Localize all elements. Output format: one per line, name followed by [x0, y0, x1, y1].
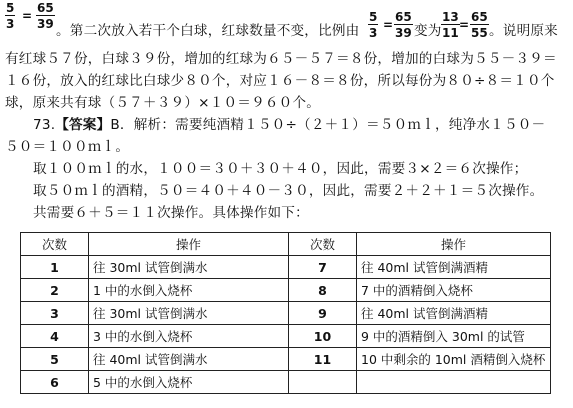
table-row — [21, 302, 551, 325]
answer-text: B．解析：需要纯酒精１５０÷（２＋１）＝５０ｍｌ，纯净水１５０－ — [110, 117, 546, 133]
table-row — [21, 256, 551, 279]
step-operation: 往 40ml 试管倒满酒精 — [357, 256, 551, 279]
fraction-denominator: 3 — [6, 17, 15, 31]
step-operation: 3 中的水倒入烧杯 — [89, 325, 289, 348]
fraction-numerator: 5 — [369, 10, 378, 24]
para-line-2: 有红球５７份，白球３９份，增加的红球为６５－５７＝８份，增加的白球为５５－３９＝ — [5, 51, 557, 67]
para-line-1b: 变为 — [414, 23, 442, 39]
fraction-denominator: 39 — [37, 17, 54, 31]
step-operation: 往 40ml 试管倒满水 — [89, 348, 289, 371]
fraction-bar — [368, 24, 378, 25]
fraction-denominator: 55 — [471, 26, 488, 40]
step-number: 11 — [289, 348, 357, 371]
table-row — [21, 279, 551, 302]
equals-sign: = — [459, 18, 470, 32]
para-line-6: ５０＝１００ｍｌ。 — [5, 139, 130, 155]
para-line-4: 球，原来共有球（５７＋３９）×１０＝９６０个。 — [5, 95, 321, 111]
step-operation: 往 40ml 试管倒满酒精 — [357, 302, 551, 325]
step-number: 3 — [21, 302, 89, 325]
fraction-65-39 — [394, 11, 413, 39]
step-number: 4 — [21, 325, 89, 348]
header-count: 次数 — [21, 233, 89, 256]
header-count: 次数 — [289, 233, 357, 256]
step-number: 5 — [21, 348, 89, 371]
fraction-65-39 — [36, 2, 55, 30]
para-line-3: １６份，放入的红球比白球少８０个，对应１６－８＝８份，所以每份为８０÷８＝１０个 — [5, 73, 555, 89]
step-number: 2 — [21, 279, 89, 302]
step-operation: 5 中的水倒入烧杯 — [89, 371, 289, 394]
step-operation: 10 中剩余的 10ml 酒精倒入烧杯 — [357, 348, 551, 371]
step-number: 9 — [289, 302, 357, 325]
fraction-5-3 — [368, 11, 378, 39]
answer-label: 【答案】 — [55, 117, 111, 133]
fraction-denominator: 39 — [395, 26, 412, 40]
fraction-numerator: 13 — [442, 10, 459, 24]
fraction-65-55 — [470, 11, 489, 39]
fraction-bar — [36, 15, 55, 16]
para-line-8: 取５０ｍｌ的酒精，５０＝４０＋４０－３０，因此，需要２＋２＋１＝５次操作。 — [33, 183, 544, 199]
fraction-bar — [394, 24, 413, 25]
fraction-bar — [441, 24, 460, 25]
step-number: 8 — [289, 279, 357, 302]
table-row — [21, 325, 551, 348]
step-operation: 往 30ml 试管倒满水 — [89, 256, 289, 279]
step-operation: 7 中的酒精倒入烧杯 — [357, 279, 551, 302]
fraction-numerator: 65 — [37, 1, 54, 15]
step-number: 10 — [289, 325, 357, 348]
step-operation — [357, 371, 551, 394]
para-line-9: 共需要６＋５＝１１次操作。具体操作如下： — [33, 205, 309, 221]
step-operation: 9 中的酒精倒入 30ml 的试管 — [357, 325, 551, 348]
fraction-denominator: 3 — [369, 26, 378, 40]
step-number: 1 — [21, 256, 89, 279]
para-line-7: 取１００ｍｌ的水，１００＝３０＋３０＋４０，因此，需要３×２＝６次操作； — [33, 161, 528, 177]
fraction-numerator: 65 — [471, 10, 488, 24]
para-line-1a: 。第二次放入若干个白球，红球数量不变，比例由 — [56, 23, 360, 39]
fraction-bar — [5, 15, 15, 16]
question-number: 73. — [33, 117, 56, 133]
operations-table — [20, 232, 551, 394]
step-operation: 1 中的水倒入烧杯 — [89, 279, 289, 302]
fraction-5-3 — [5, 2, 15, 30]
step-number: 6 — [21, 371, 89, 394]
header-operation: 操作 — [357, 233, 551, 256]
answer-line — [33, 117, 545, 133]
equals-sign: = — [22, 9, 33, 23]
table-row — [21, 348, 551, 371]
equals-sign: = — [383, 18, 394, 32]
fraction-numerator: 5 — [6, 1, 15, 15]
table-header-row — [21, 233, 551, 256]
fraction-bar — [470, 24, 489, 25]
para-line-1c: 。说明原来 — [489, 23, 558, 39]
fraction-numerator: 65 — [395, 10, 412, 24]
fraction-denominator: 11 — [442, 26, 459, 40]
fraction-13-11 — [441, 11, 460, 39]
step-operation: 往 30ml 试管倒满水 — [89, 302, 289, 325]
step-number: 7 — [289, 256, 357, 279]
table-row — [21, 371, 551, 394]
step-number — [289, 371, 357, 394]
header-operation: 操作 — [89, 233, 289, 256]
